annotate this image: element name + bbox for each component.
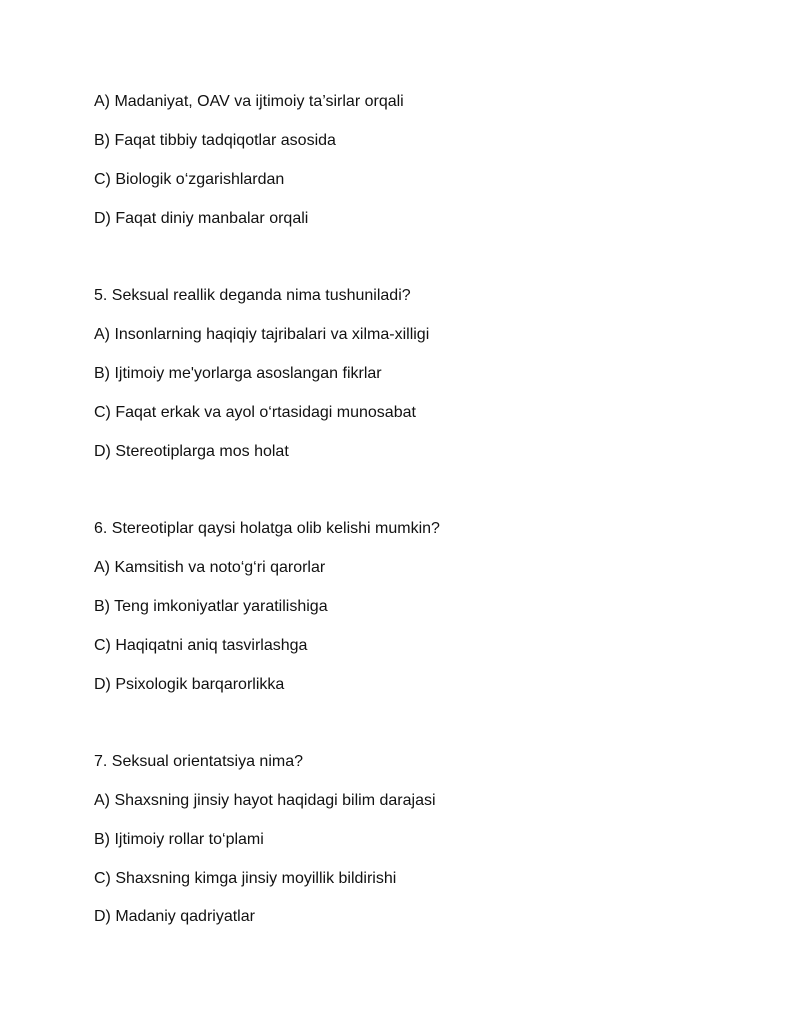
option-c-q5: C) Faqat erkak va ayol o‘rtasidagi munosabat	[94, 404, 416, 421]
option-c-q6: C) Haqiqatni aniq tasvirlashga	[94, 637, 308, 654]
option-b-q6: B) Teng imkoniyatlar yaratilishiga	[94, 598, 328, 615]
option-a-q7: A) Shaxsning jinsiy hayot haqidagi bilim darajasi	[94, 792, 436, 809]
option-b-q7: B) Ijtimoiy rollar to‘plami	[94, 831, 264, 848]
question-5: 5. Seksual reallik deganda nima tushuniladi?	[94, 287, 411, 304]
option-a-q5: A) Insonlarning haqiqiy tajribalari va xilma-xilligi	[94, 326, 430, 343]
option-d-q6: D) Psixologik barqarorlikka	[94, 676, 285, 693]
question-7: 7. Seksual orientatsiya nima?	[94, 753, 303, 770]
question-6: 6. Stereotiplar qaysi holatga olib kelishi mumkin?	[94, 520, 440, 537]
option-d-q5: D) Stereotiplarga mos holat	[94, 443, 289, 460]
option-c-q7: C) Shaxsning kimga jinsiy moyillik bildirishi	[94, 870, 397, 887]
option-d-q7: D) Madaniy qadriyatlar	[94, 908, 255, 925]
option-b-q5: B) Ijtimoiy me'yorlarga asoslangan fikrlar	[94, 365, 382, 382]
option-a-q4: A) Madaniyat, OAV va ijtimoiy ta’sirlar orqali	[94, 93, 404, 110]
option-a-q6: A) Kamsitish va noto‘g‘ri qarorlar	[94, 559, 326, 576]
option-d-q4: D) Faqat diniy manbalar orqali	[94, 210, 309, 227]
option-c-q4: C) Biologik o‘zgarishlardan	[94, 171, 285, 188]
option-b-q4: B) Faqat tibbiy tadqiqotlar asosida	[94, 132, 336, 149]
